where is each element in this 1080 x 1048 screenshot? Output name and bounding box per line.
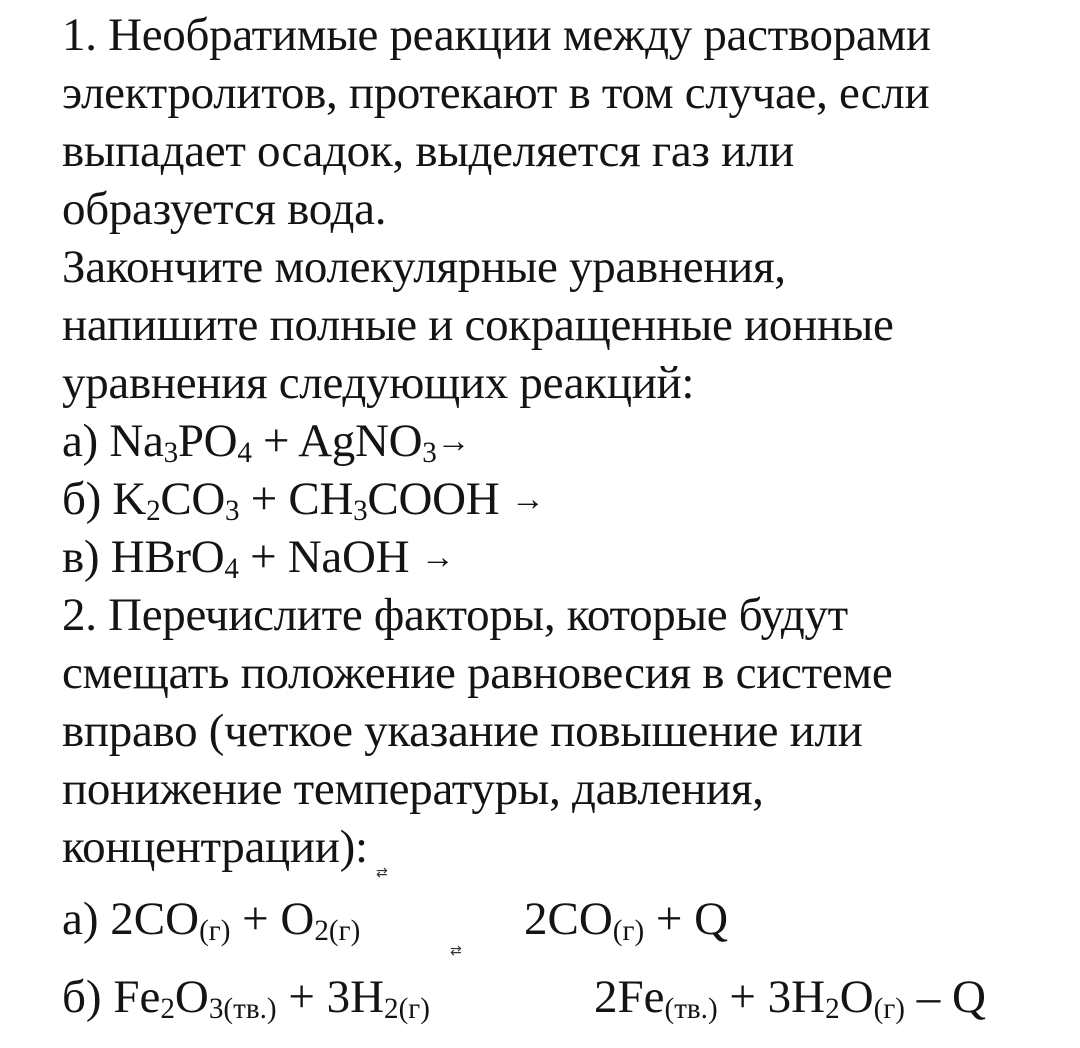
- subscript: 4: [237, 437, 252, 470]
- equilibrium-b-left: б) Fe2O3(тв.) + 3H2(г): [62, 971, 430, 1026]
- task2-line-2: смещать положение равновесия в системе: [62, 647, 893, 699]
- equilibrium-a-mark: ⇄: [376, 865, 388, 881]
- task1-line-3: выпадает осадок, выделяется газ или: [62, 125, 794, 177]
- task1-line-1: 1. Необратимые реакции между растворами: [62, 9, 931, 61]
- reaction-c: в) HBrO4 + NaOH →: [62, 531, 455, 586]
- equilibrium-b-right: 2Fe(тв.) + 3H2O(г) – Q: [594, 971, 986, 1026]
- subscript: 3: [353, 495, 368, 528]
- reaction-arrow: →: [420, 539, 455, 576]
- task2-line-4: понижение температуры, давления,: [62, 763, 764, 815]
- subscript: 3: [422, 437, 437, 470]
- subscript: (тв.): [664, 993, 718, 1026]
- subscript: 3(тв.): [208, 993, 277, 1026]
- task2-line-5: концентрации):: [62, 821, 368, 873]
- equilibrium-a-right: 2CO(г) + Q: [524, 893, 729, 948]
- subscript: 2: [160, 993, 175, 1026]
- subscript: 2: [146, 495, 161, 528]
- task1-line-2: электролитов, протекают в том случае, если: [62, 67, 930, 119]
- subscript: 2: [825, 993, 840, 1026]
- subscript: (г): [612, 915, 645, 948]
- subscript: 3: [163, 437, 178, 470]
- task1-line-5: Закончите молекулярные уравнения,: [62, 241, 786, 293]
- task1-line-7: уравнения следующих реакций:: [62, 357, 695, 409]
- task2-line-1: 2. Перечислите факторы, которые будут: [62, 589, 848, 641]
- equilibrium-b-mark: ⇄: [450, 943, 462, 959]
- task1-line-4: образуется вода.: [62, 183, 387, 235]
- reaction-a: а) Na3PO4 + AgNO3→: [62, 415, 471, 470]
- subscript: 2(г): [314, 915, 361, 948]
- reaction-b: б) K2CO3 + CH3COOH →: [62, 473, 545, 528]
- task2-line-3: вправо (четкое указание повышение или: [62, 705, 863, 757]
- reaction-arrow: →: [436, 423, 471, 460]
- subscript: (г): [873, 993, 905, 1026]
- subscript: 2(г): [384, 993, 430, 1026]
- subscript: (г): [199, 915, 231, 948]
- task1-line-6: напишите полные и сокращенные ионные: [62, 299, 894, 351]
- subscript: 4: [224, 553, 239, 586]
- reaction-arrow: →: [510, 481, 545, 518]
- equilibrium-a-left: а) 2CO(г) + O2(г): [62, 893, 361, 948]
- subscript: 3: [225, 495, 240, 528]
